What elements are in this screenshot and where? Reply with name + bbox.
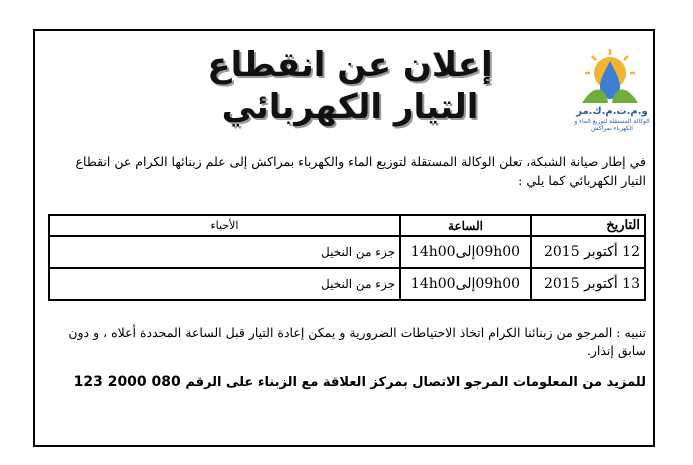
header-time: الساعة xyxy=(400,215,531,236)
table-row xyxy=(49,236,645,268)
logo-subcaption: الوكالة المستقلة لتوزيع الماء و الكهرباء بمراكش xyxy=(574,118,650,132)
row-area: جزء من النخيل xyxy=(49,268,400,300)
header-area: الأحياء xyxy=(49,215,400,236)
table-header-row xyxy=(49,215,645,236)
table-row xyxy=(49,268,645,300)
header-date: التاريخ xyxy=(531,215,645,236)
intro-text: في إطار صيانة الشبكة، تعلن الوكالة المستقلة لتوزيع الماء والكهرباء بمراكش إلى علم زبنائها الكرام عن انقطاع التيار الكهربائي كما يلي : xyxy=(75,154,646,188)
contact-text: للمزيد من المعلومات المرجو الاتصال بمركز العلاقة مع الزبناء على الرقم xyxy=(185,375,646,390)
contact-phone: 080 2000 123 xyxy=(73,374,181,390)
outage-schedule-table xyxy=(48,214,646,301)
logo-caption: و.م.ت.م.ك.مر xyxy=(576,106,648,117)
warning-note: تنبيه : المرجو من زبنائنا الكرام اتخاذ الاحتياطات الضرورية و يمكن إعادة التيار قبل الساعة المحددة أعلاه ، و دون سابق إنذار. xyxy=(68,325,646,358)
title-line-2: التيار الكهربائي xyxy=(221,87,479,127)
row-time: 09h00إلى14h00 xyxy=(400,236,531,268)
row-date: 13 أكتوبر 2015 xyxy=(531,268,645,300)
row-time: 09h00إلى14h00 xyxy=(400,268,531,300)
row-area: جزء من النخيل xyxy=(49,236,400,268)
row-date: 12 أكتوبر 2015 xyxy=(531,236,645,268)
title-line-1: إعلان عن انقطاع xyxy=(207,45,493,85)
contact-line xyxy=(48,374,646,390)
announcement-title xyxy=(170,44,530,128)
